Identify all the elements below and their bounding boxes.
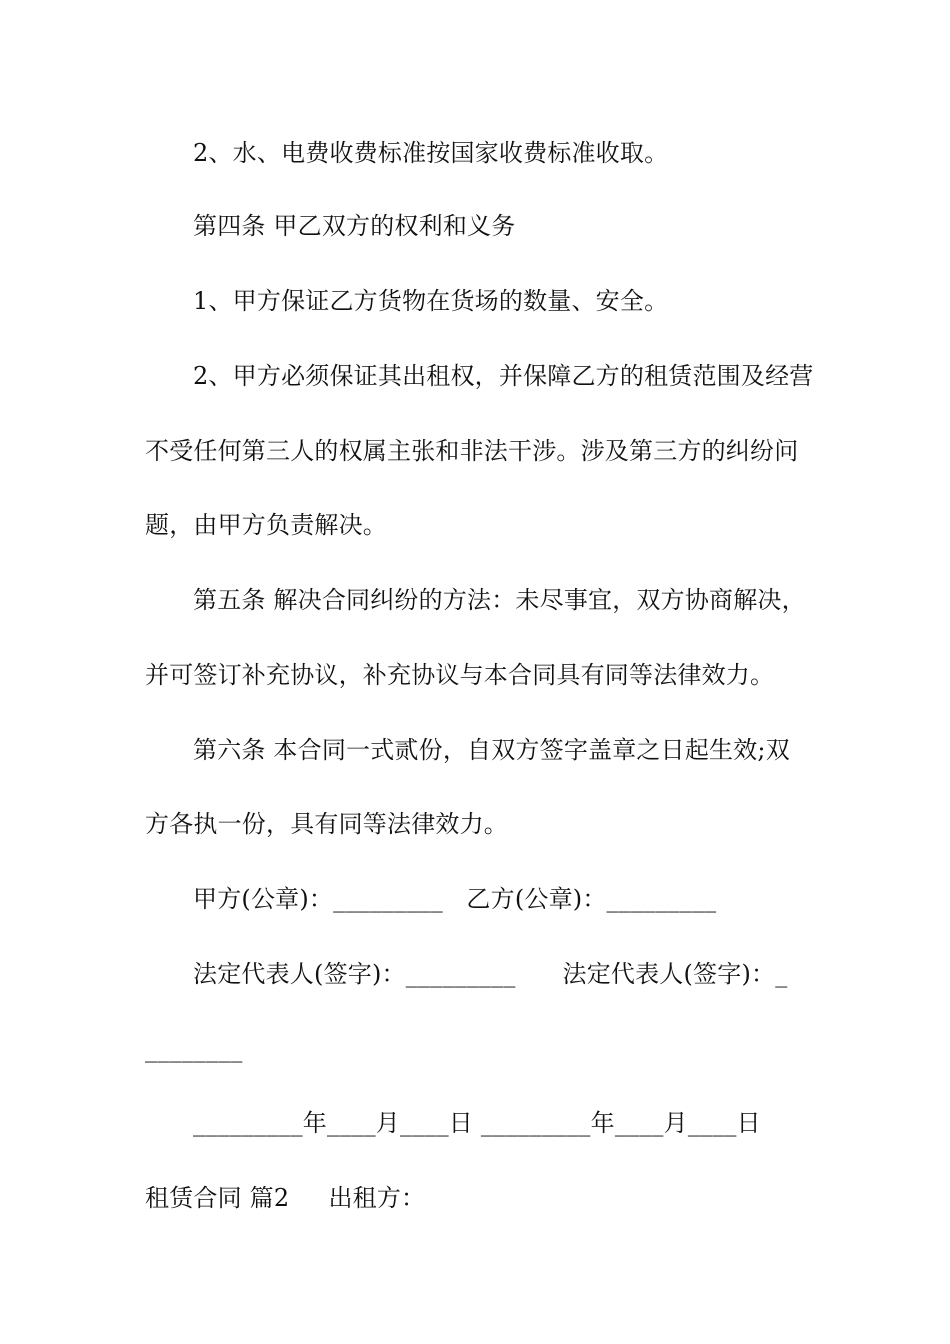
section-heading: 第四条 甲乙双方的权利和义务 — [193, 212, 516, 240]
paragraph-line: 第六条 本合同一式贰份，自双方签字盖章之日起生效;双 — [193, 736, 790, 764]
paragraph-line: 不受任何第三人的权属主张和非法干涉。涉及第三方的纠纷问 — [145, 437, 799, 465]
paragraph-line: 方各执一份，具有同等法律效力。 — [145, 810, 508, 838]
signature-line: 甲方(公章)：_________ 乙方(公章)：_________ — [193, 885, 717, 913]
paragraph-line: 题，由甲方负责解决。 — [145, 511, 387, 539]
signature-line: 法定代表人(签字)：_________ 法定代表人(签字)：_ — [193, 960, 788, 988]
paragraph-line: 1、甲方保证乙方货物在货场的数量、安全。 — [193, 287, 669, 315]
date-line: _________年____月____日 _________年____月____日 — [193, 1109, 761, 1137]
paragraph-line: 2、水、电费收费标准按国家收费标准收取。 — [193, 139, 669, 167]
paragraph-line: 第五条 解决合同纠纷的方法：未尽事宜，双方协商解决， — [193, 586, 806, 614]
paragraph-line: 并可签订补充协议，补充协议与本合同具有同等法律效力。 — [145, 661, 775, 689]
signature-line: ________ — [145, 1035, 243, 1063]
contract-heading-line: 租赁合同 篇2 出租方： — [145, 1184, 426, 1212]
paragraph-line: 2、甲方必须保证其出租权，并保障乙方的租赁范围及经营 — [193, 362, 814, 390]
